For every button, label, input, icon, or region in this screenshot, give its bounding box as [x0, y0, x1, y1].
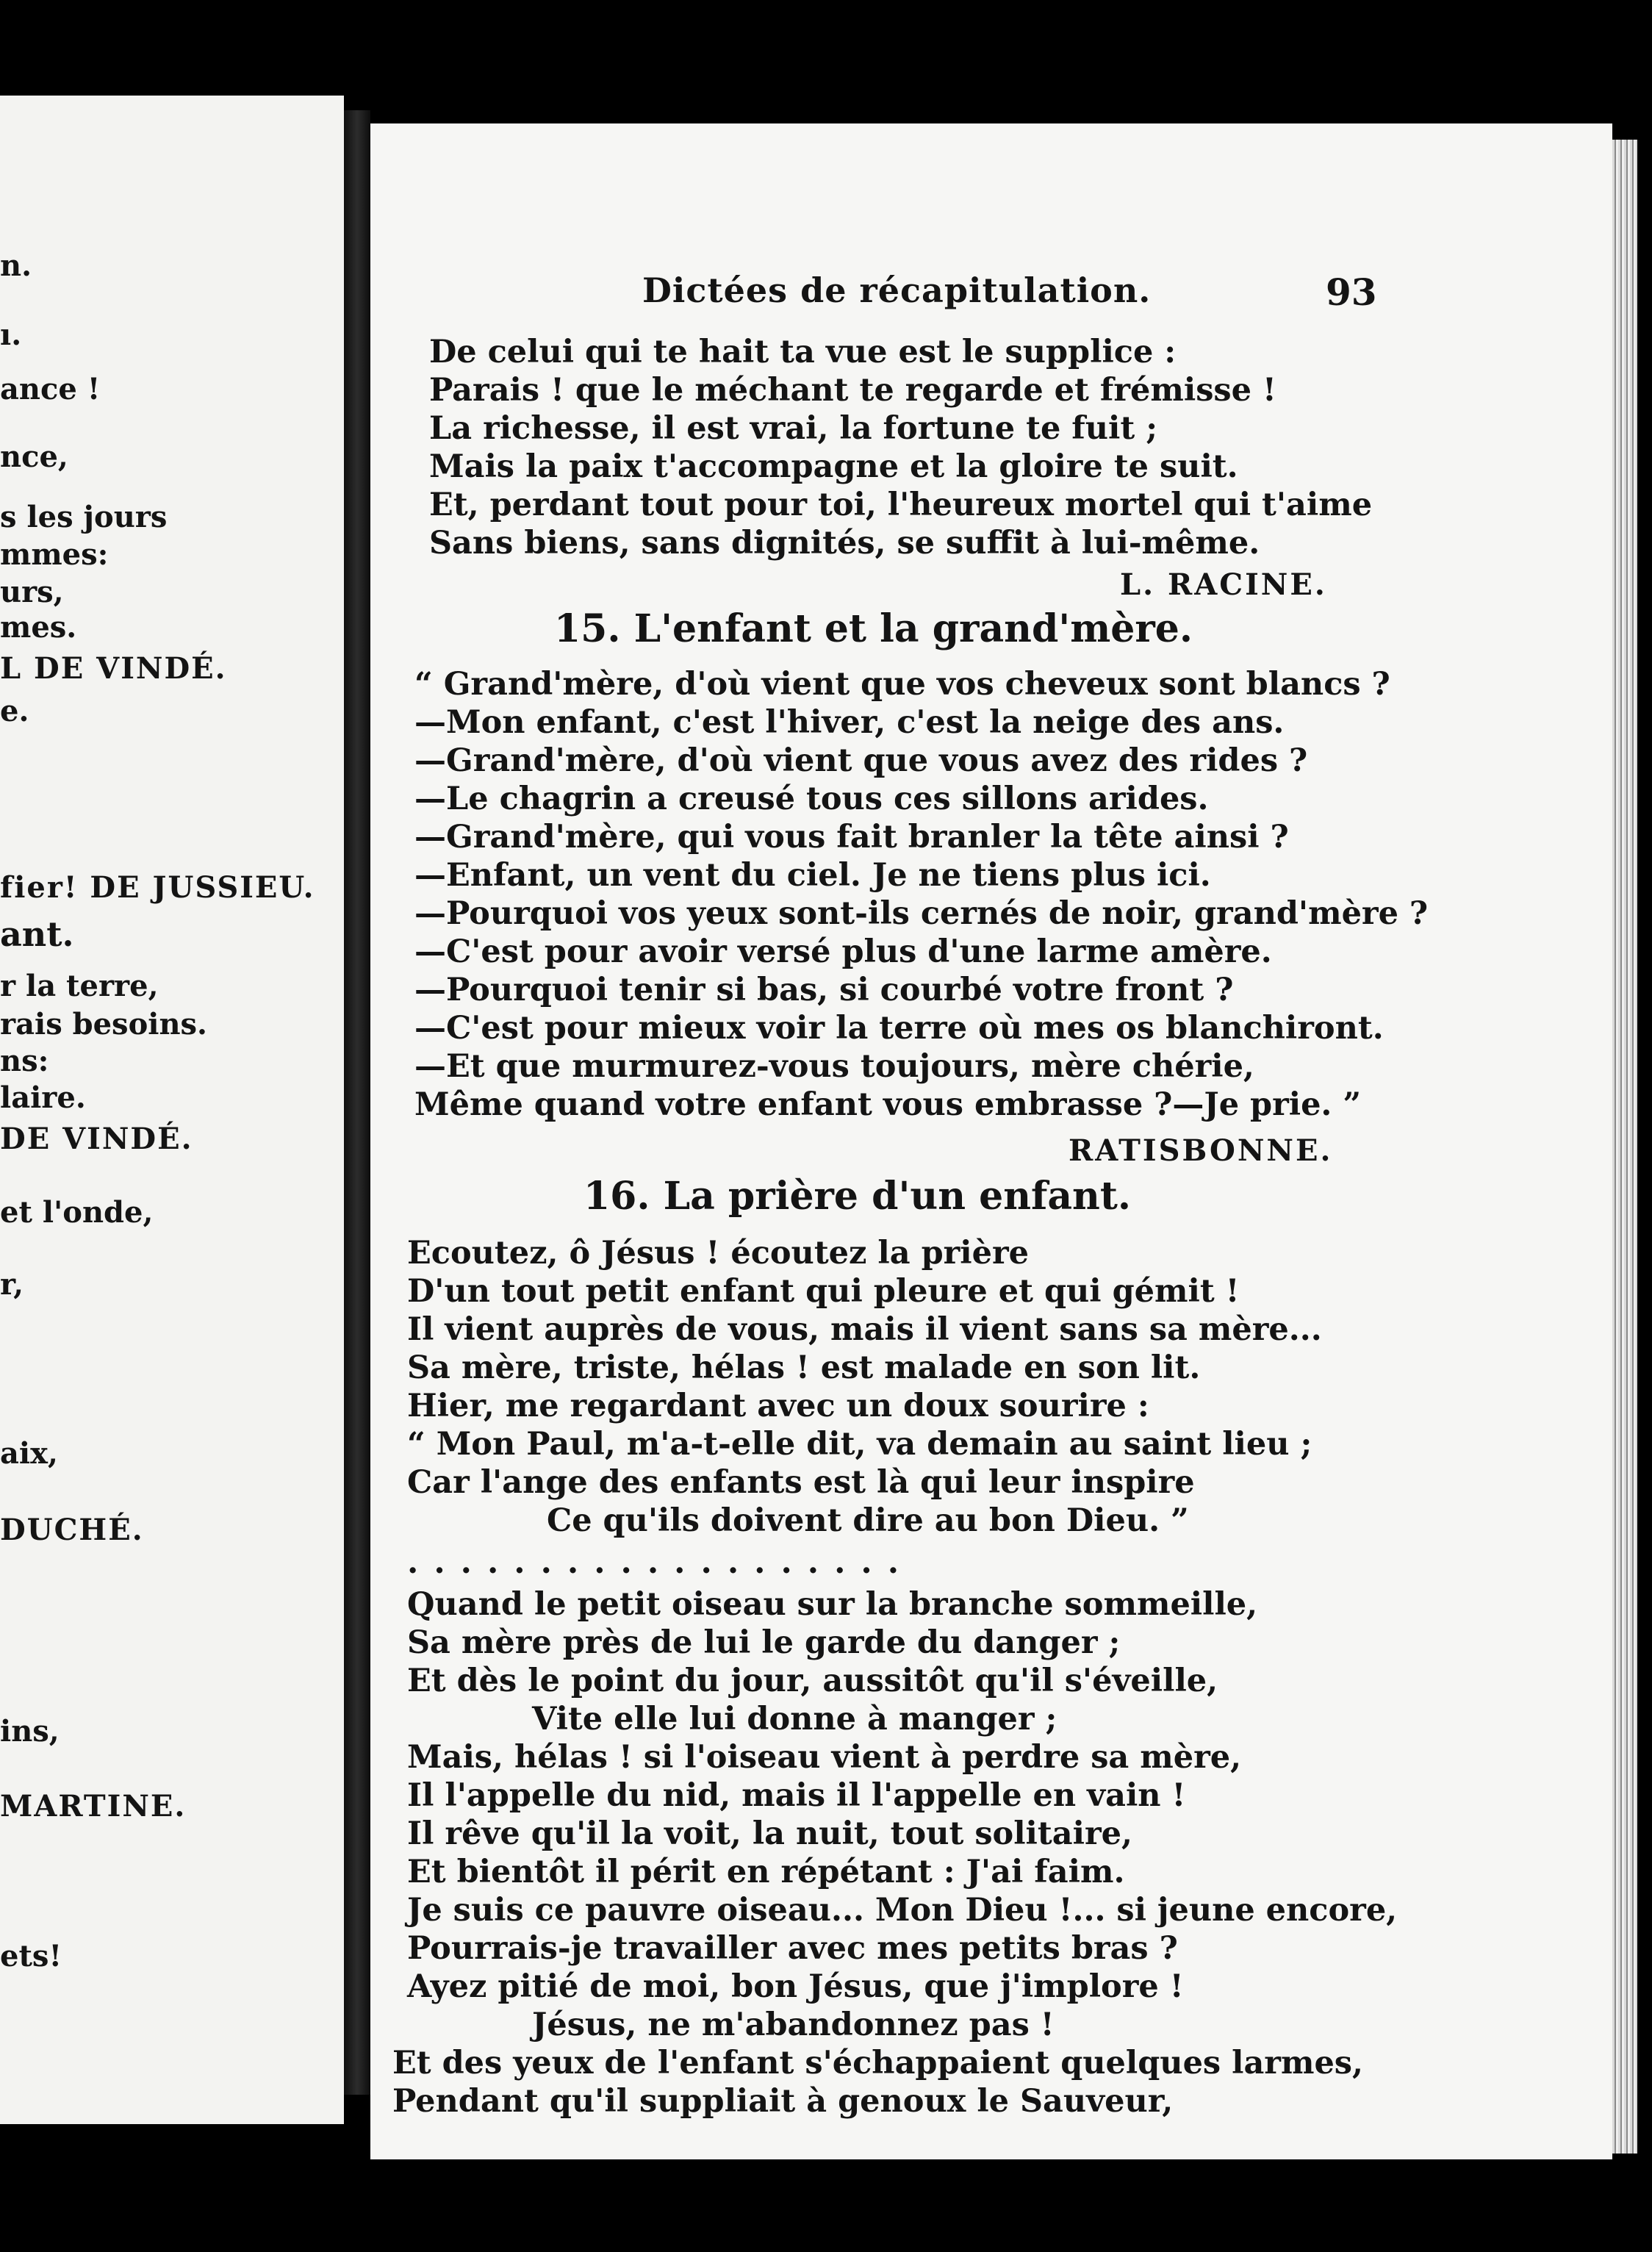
poem-line: Ayez pitié de moi, bon Jésus, que j'implore !: [407, 1968, 1184, 2005]
poem-line: —Grand'mère, qui vous fait branler la tête ainsi ?: [414, 819, 1289, 856]
poem-line: Il rêve qu'il la voit, la nuit, tout solitaire,: [407, 1815, 1132, 1852]
left-fragment: ı.: [0, 318, 22, 352]
poem-line: Et, perdant tout pour toi, l'heureux mortel qui t'aime: [429, 487, 1373, 523]
author-signature: L. RACINE.: [1120, 567, 1327, 602]
section-title: 15. L'enfant et la grand'mère.: [554, 606, 1193, 651]
poem-line: Sa mère près de lui le garde du danger ;: [407, 1624, 1121, 1661]
left-fragment: e.: [0, 694, 29, 728]
left-fragment: MARTINE.: [0, 1789, 187, 1824]
page-number: 93: [1326, 270, 1377, 314]
poem-line: Je suis ce pauvre oiseau... Mon Dieu !... si jeune encore,: [407, 1892, 1398, 1929]
poem-line: —Pourquoi tenir si bas, si courbé votre front ?: [414, 972, 1234, 1008]
left-fragment: r la terre,: [0, 969, 159, 1003]
left-fragment: DUCHÉ.: [0, 1513, 144, 1547]
poem-line: Ecoutez, ô Jésus ! écoutez la prière: [407, 1235, 1030, 1272]
poem-line: Sans biens, sans dignités, se suffit à lui-même.: [429, 525, 1260, 562]
poem-line: Ce qu'ils doivent dire au bon Dieu. ”: [547, 1502, 1189, 1539]
poem-line: De celui qui te hait ta vue est le supplice :: [429, 334, 1177, 370]
poem-line: Et des yeux de l'enfant s'échappaient quelques larmes,: [392, 2045, 1363, 2081]
poem-line: Il vient auprès de vous, mais il vient sans sa mère...: [407, 1311, 1322, 1348]
poem-line: La richesse, il est vrai, la fortune te fuit ;: [429, 410, 1158, 447]
poem-line: —Et que murmurez-vous toujours, mère chérie,: [414, 1048, 1254, 1085]
poem-line: Sa mère, triste, hélas ! est malade en son lit.: [407, 1349, 1201, 1386]
poem-line: “ Mon Paul, m'a-t-elle dit, va demain au saint lieu ;: [407, 1426, 1312, 1463]
poem-line: Pendant qu'il suppliait à genoux le Sauveur,: [392, 2083, 1174, 2120]
poem-line: Vite elle lui donne à manger ;: [532, 1701, 1057, 1738]
section-title: 16. La prière d'un enfant.: [583, 1174, 1131, 1219]
left-fragment: rais besoins.: [0, 1007, 207, 1041]
poem-line: —C'est pour avoir versé plus d'une larme amère.: [414, 933, 1272, 970]
left-fragment: ets!: [0, 1939, 62, 1973]
poem-line: Quand le petit oiseau sur la branche sommeille,: [407, 1586, 1258, 1623]
left-fragment: et l'onde,: [0, 1195, 154, 1230]
poem-line: Hier, me regardant avec un doux sourire :: [407, 1388, 1149, 1424]
poem-line: Pourrais-je travailler avec mes petits bras ?: [407, 1930, 1178, 1967]
ellipsis-row: ...................: [407, 1543, 915, 1581]
left-fragment: urs,: [0, 575, 64, 609]
left-fragment: ance !: [0, 372, 101, 406]
left-page: [0, 96, 344, 2124]
running-head: Dictées de récapitulation.: [642, 270, 1152, 310]
left-fragment: ns:: [0, 1044, 49, 1078]
poem-line: —C'est pour mieux voir la terre où mes os blanchiront.: [414, 1010, 1384, 1047]
poem-line: D'un tout petit enfant qui pleure et qui gémit !: [407, 1273, 1240, 1310]
author-signature: RATISBONNE.: [1069, 1133, 1333, 1168]
poem-line: —Le chagrin a creusé tous ces sillons arides.: [414, 781, 1209, 817]
right-page: [370, 123, 1612, 2159]
book-gutter: [344, 110, 370, 2095]
left-fragment: L DE VINDÉ.: [0, 651, 227, 686]
poem-line: —Grand'mère, d'où vient que vous avez des rides ?: [414, 742, 1308, 779]
left-fragment: s les jours: [0, 500, 168, 534]
poem-line: Car l'ange des enfants est là qui leur inspire: [407, 1464, 1195, 1501]
poem-line: —Pourquoi vos yeux sont-ils cernés de noir, grand'mère ?: [414, 895, 1429, 932]
left-fragment: DE VINDÉ.: [0, 1122, 193, 1156]
left-fragment: mes.: [0, 610, 77, 645]
poem-line: Jésus, ne m'abandonnez pas !: [532, 2007, 1055, 2043]
left-fragment: ins,: [0, 1714, 60, 1749]
left-fragment: nce,: [0, 440, 68, 474]
poem-line: Et dès le point du jour, aussitôt qu'il s'éveille,: [407, 1663, 1218, 1699]
left-fragment: fier! DE JUSSIEU.: [0, 870, 315, 905]
poem-line: Et bientôt il périt en répétant : J'ai faim.: [407, 1854, 1125, 1890]
poem-line: Il l'appelle du nid, mais il l'appelle en vain !: [407, 1777, 1186, 1814]
left-fragment: ant.: [0, 914, 74, 954]
poem-line: Mais la paix t'accompagne et la gloire te suit.: [429, 448, 1238, 485]
left-fragment: mmes:: [0, 537, 109, 572]
left-fragment: n.: [0, 248, 32, 283]
left-fragment: r,: [0, 1267, 24, 1302]
poem-line: Même quand votre enfant vous embrasse ?—Je prie. ”: [414, 1086, 1362, 1123]
poem-line: Mais, hélas ! si l'oiseau vient à perdre sa mère,: [407, 1739, 1242, 1776]
page-edges: [1612, 140, 1637, 2154]
left-fragment: laire.: [0, 1080, 86, 1115]
poem-line: —Mon enfant, c'est l'hiver, c'est la neige des ans.: [414, 704, 1285, 741]
poem-line: Parais ! que le méchant te regarde et frémisse !: [429, 372, 1276, 409]
poem-line: “ Grand'mère, d'où vient que vos cheveux sont blancs ?: [414, 666, 1390, 703]
poem-line: —Enfant, un vent du ciel. Je ne tiens plus ici.: [414, 857, 1211, 894]
left-fragment: aix,: [0, 1436, 58, 1471]
